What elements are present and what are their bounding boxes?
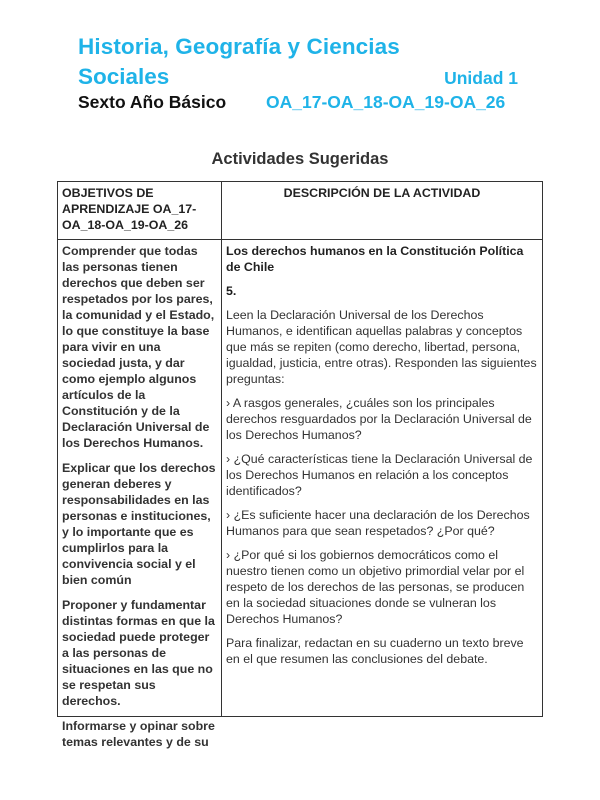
- table-row: [58, 240, 543, 717]
- activity-paragraph: Leen la Declaración Universal de los Derechos Humanos, e identifican aquellas palabras y conceptos que más se repiten (como derecho, libertad, persona, igualdad, justicia, entre otras). Responden las siguientes preguntas:: [226, 308, 537, 386]
- document-title-line2: Sociales: [78, 64, 170, 89]
- objectives-header: OBJETIVOS DE APRENDIZAJE OA_17-OA_18-OA_19-OA_26: [58, 182, 222, 240]
- objectives-list: [62, 243, 217, 749]
- objective-item: Comprender que todas las personas tienen derechos que deben ser respetados por los pares, la comunidad y el Estado, lo que constituye la base para vivir en una sociedad justa, y dar como ejemplo algunos artículos de la Constitución y de la Declaración Universal de los Derechos Humanos.: [62, 244, 215, 450]
- objective-item: Explicar que los derechos generan deberes y responsabilidades en las personas e instituciones, y lo importante que es cumplirlos para la convivencia social y el bien común: [62, 461, 216, 587]
- oa-codes: OA_17-OA_18-OA_19-OA_26: [266, 92, 506, 112]
- objectives-cell: [58, 240, 222, 749]
- activity-question: › ¿Por qué si los gobiernos democráticos como el nuestro tienen como un objetivo primordial velar por el respeto de los derechos de las personas, se producen en la sociedad situaciones donde se vulneran los Derechos Humanos?: [226, 548, 525, 626]
- activity-conclusion: Para finalizar, redactan en su cuaderno un texto breve en el que resumen las conclusiones del debate.: [226, 636, 524, 666]
- description-header: DESCRIPCIÓN DE LA ACTIVIDAD: [222, 182, 543, 240]
- activity-number: 5.: [226, 284, 237, 298]
- description-cell: [222, 240, 543, 717]
- activity-question: › A rasgos generales, ¿cuáles son los principales derechos resguardados por la Declaración Universal de los Derechos Humanos?: [226, 396, 532, 442]
- section-title: Actividades Sugeridas: [211, 150, 389, 168]
- document-title: Historia, Geografía y Ciencias: [78, 34, 400, 59]
- activities-table: [57, 181, 543, 749]
- objective-item: Informarse y opinar sobre temas relevantes y de su: [62, 719, 215, 749]
- grade-label: Sexto Año Básico: [78, 92, 227, 112]
- activity-title: Los derechos humanos en la Constitución Política de Chile: [226, 244, 524, 274]
- activity-question: › ¿Es suficiente hacer una declaración de los Derechos Humanos para que sean respetados? ¿Por qué?: [226, 508, 530, 538]
- activity-question: › ¿Qué características tiene la Declaración Universal de los Derechos Humanos en relación a los conceptos identificados?: [226, 452, 533, 498]
- table-header-row: [58, 182, 543, 240]
- objective-item: Proponer y fundamentar distintas formas en que la sociedad puede proteger a las personas de situaciones en las que no se respetan sus derechos.: [62, 598, 215, 708]
- unit-label: Unidad 1: [444, 68, 518, 88]
